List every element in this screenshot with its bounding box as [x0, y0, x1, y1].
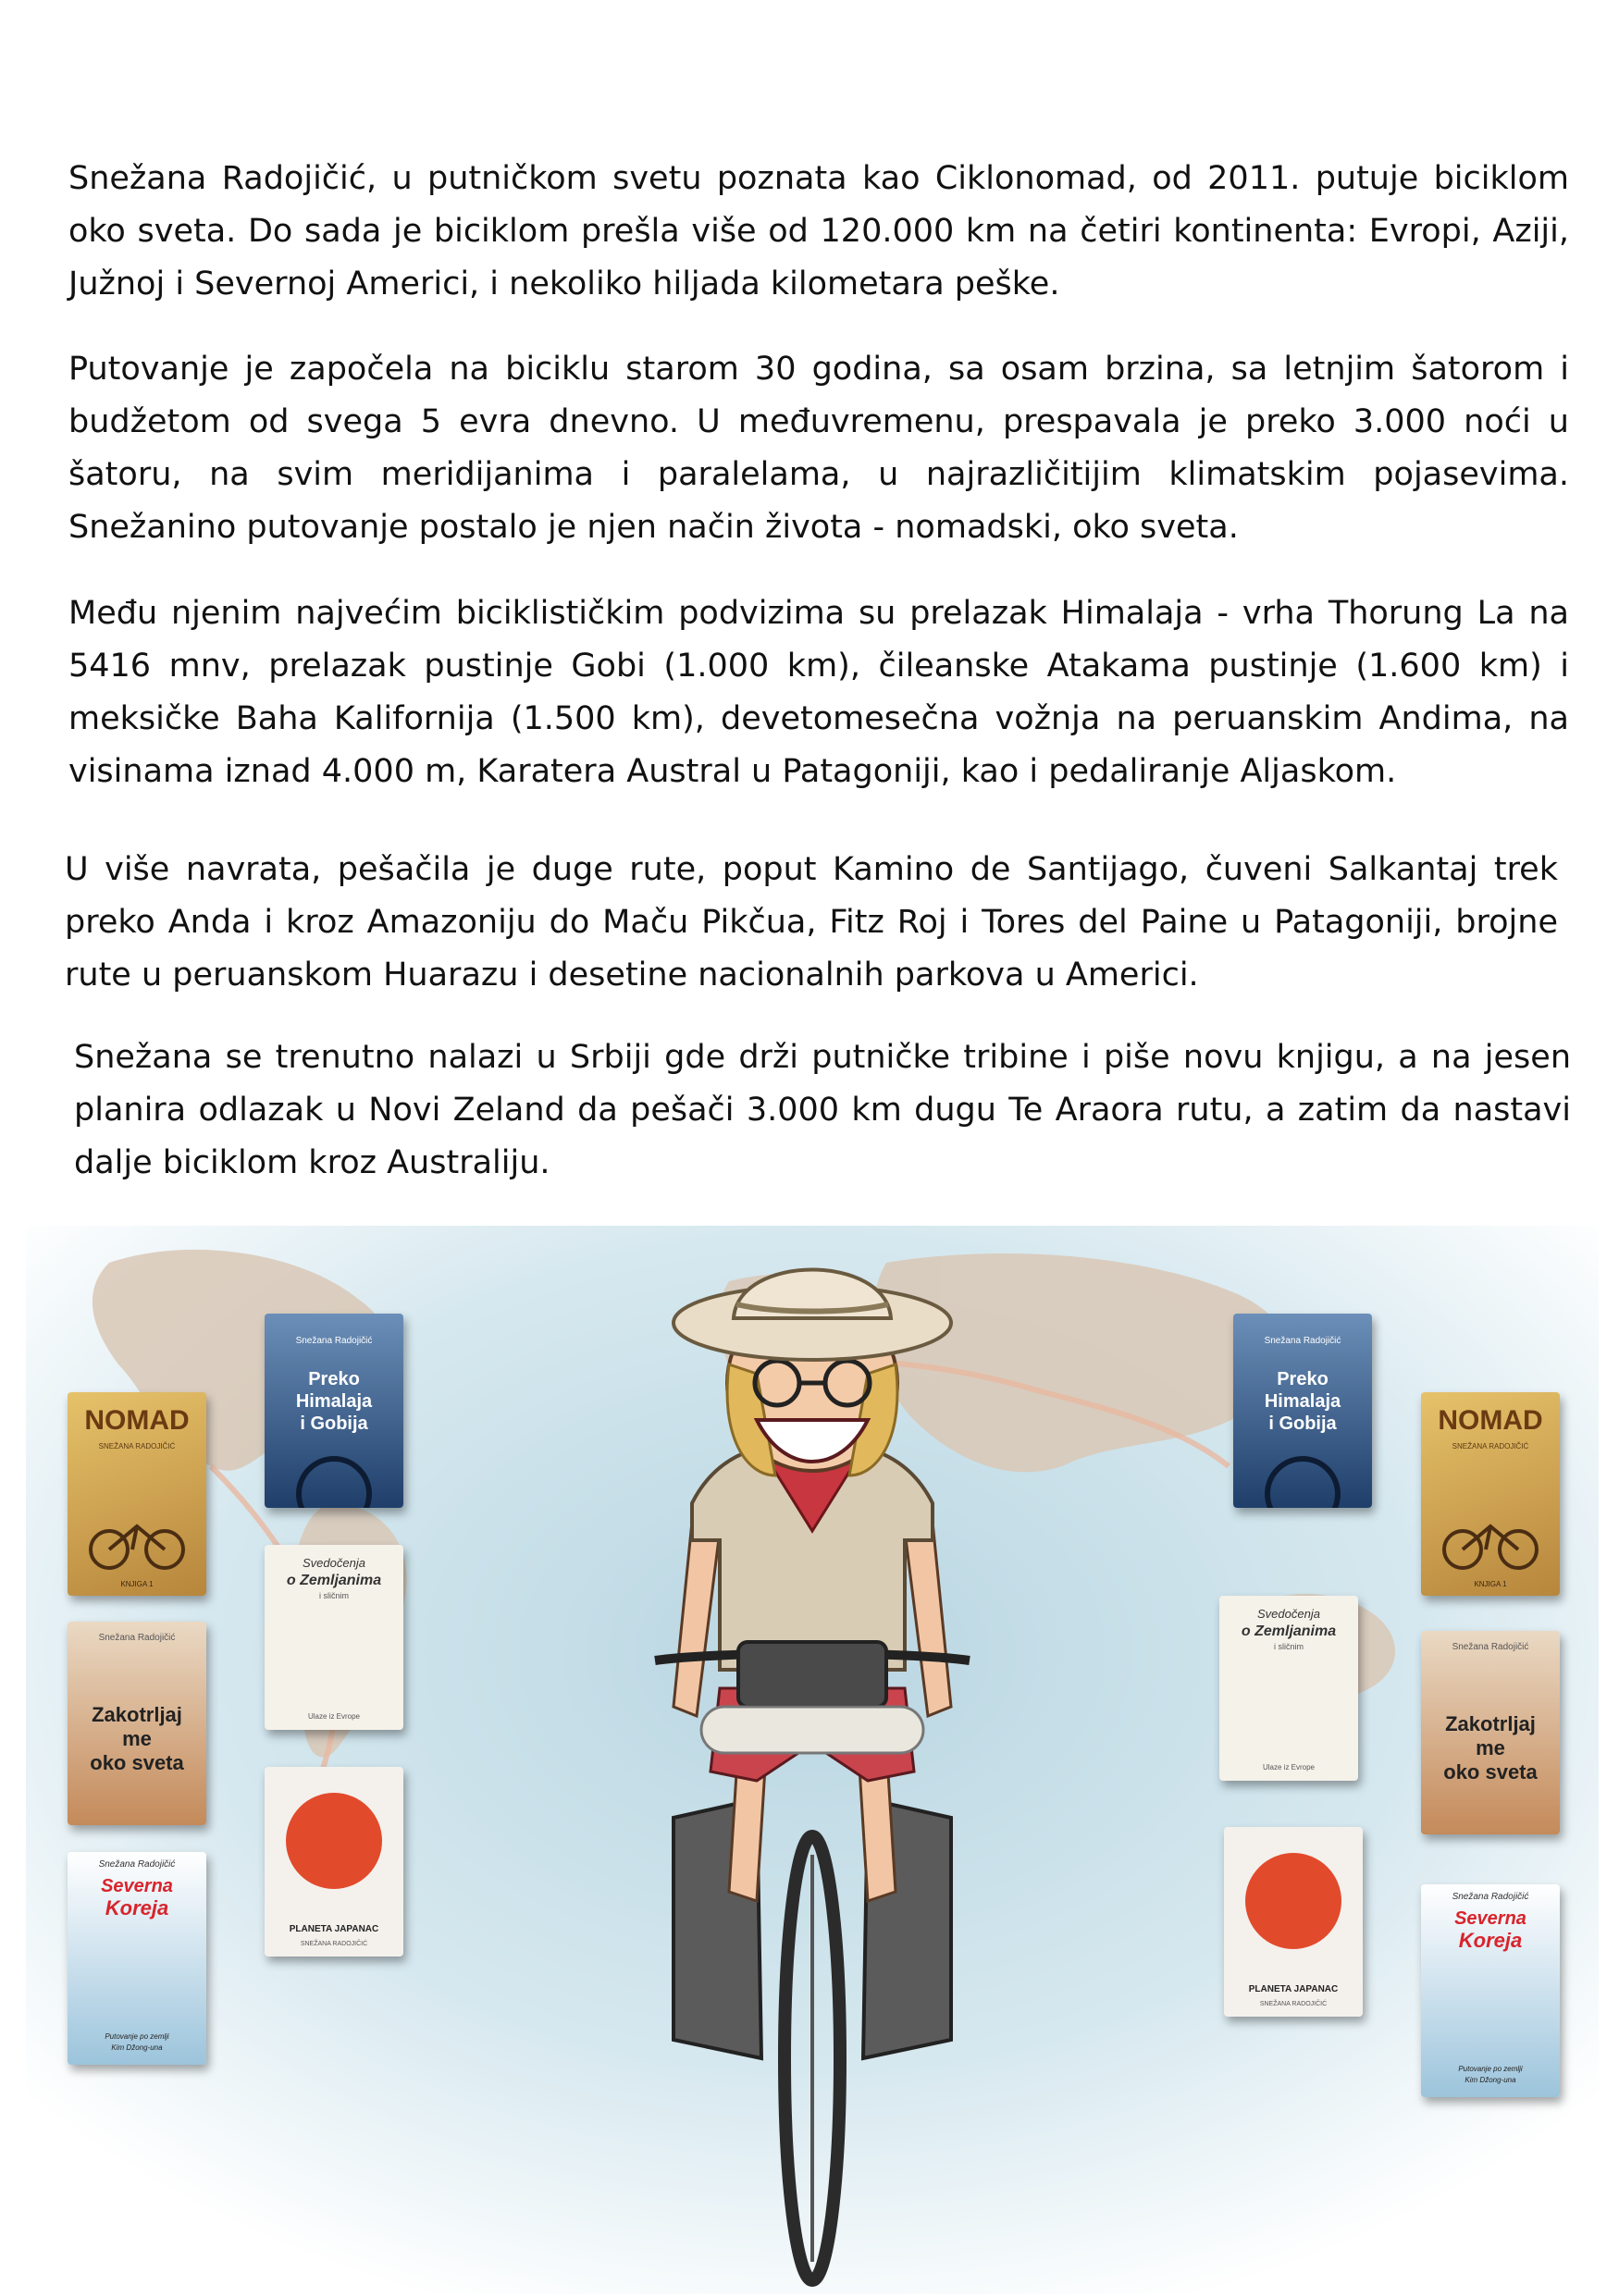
book-title-line: me [1476, 1736, 1505, 1759]
book-title-line: Himalaja [1264, 1391, 1341, 1412]
book-cover-japan [265, 1767, 403, 1957]
book-title-line: Severna [1454, 1908, 1526, 1929]
book-cover-himalaja [265, 1314, 403, 1508]
book-author: Snežana Radojičić [98, 1633, 176, 1643]
book-volume: KNJIGA 1 [120, 1580, 154, 1588]
book-author: SNEŽANA RADOJIČIĆ [1452, 1442, 1529, 1450]
book-title-line: i Gobija [1268, 1413, 1337, 1434]
book-cover-zemljanima [1219, 1596, 1358, 1781]
book-title-line: Svedočenja [1257, 1607, 1320, 1621]
book-cover-himalaja [1233, 1314, 1372, 1508]
book-volume: KNJIGA 1 [1474, 1580, 1507, 1588]
book-title-line: Zakotrljaj [92, 1703, 182, 1726]
book-author: SNEŽANA RADOJIČIĆ [1259, 2001, 1328, 2007]
bio-paragraph-5: Snežana se trenutno nalazi u Srbiji gde drži putničke tribine i piše novu knjigu, a na jesen planira odlazak u Novi Zeland da pešači 3.000 km dugu Te Araora rutu, a zatim da nastavi dalje biciklom kroz Australiju. [74, 1039, 1571, 1181]
wheel-icon [1233, 1448, 1372, 1508]
book-cover-koreja [1421, 1884, 1560, 2097]
book-author: SNEŽANA RADOJIČIĆ [300, 1941, 368, 1947]
book-footer: Ulaze iz Evrope [1262, 1763, 1316, 1771]
book-title-line: Koreja [105, 1896, 169, 1920]
book-author: Snežana Radojičić [1264, 1336, 1341, 1346]
book-title: PLANETA JAPANAC [289, 1924, 379, 1934]
bio-paragraph-1: Snežana Radojičić, u putničkom svetu poznata kao Ciklonomad, od 2011. putuje biciklom oko sveta. Do sada je biciklom prešla više od 120.000 km na četiri kontinenta: Evropi, Aziji, Južnoj i Severnoj Americi, i nekoliko hiljada kilometara peške. [68, 160, 1569, 302]
book-cover-koreja [68, 1852, 206, 2065]
book-cover-zakotrljaj [1421, 1631, 1560, 1834]
book-title-line: oko sveta [90, 1751, 184, 1774]
book-cover-nomad [68, 1392, 206, 1596]
book-author: Snežana Radojičić [98, 1859, 176, 1870]
book-cover-zakotrljaj [68, 1622, 206, 1825]
book-footer: Ulaze iz Evrope [307, 1712, 361, 1721]
book-cover-zemljanima [265, 1545, 403, 1730]
book-subtitle-line: Kim Džong-una [1465, 2076, 1516, 2084]
bio-paragraph-2: Putovanje je započela na biciklu starom 30 godina, sa osam brzina, sa letnjim šatorom i budžetom od svega 5 evra dnevno. U međuvremenu, prespavala je preko 3.000 noći u šatoru, na svim meridijanima i paralelama, u najrazličitijim klimatskim pojasevima. Snežanino putovanje postalo je njen način života - nomadski, oko sveta. [68, 351, 1569, 546]
book-title-line: Preko [308, 1369, 360, 1389]
book-title-line: i Gobija [300, 1413, 368, 1434]
book-cover-nomad [1421, 1392, 1560, 1596]
book-subtitle-line: Kim Džong-una [111, 2043, 163, 2052]
book-title: NOMAD [1438, 1405, 1543, 1436]
book-title-line: Svedočenja [303, 1556, 365, 1570]
red-sun-icon [1224, 1841, 1363, 1970]
book-subtitle-line: Putovanje po zemlji [1458, 2065, 1523, 2073]
bio-paragraph-4: U više navrata, pešačila je duge rute, poput Kamino de Santijago, čuveni Salkantaj trek preko Anda i kroz Amazoniju do Maču Pikčua, Fitz Roj i Tores del Paine u Patagoniji, brojne rute u peruanskom Huarazu i desetine nacionalnih parkova u Americi. [65, 851, 1558, 994]
wheel-icon [265, 1448, 403, 1508]
book-title-line: me [122, 1727, 152, 1750]
bicycle-icon [68, 1503, 206, 1577]
book-title: PLANETA JAPANAC [1248, 1984, 1339, 1994]
book-cover-japan [1224, 1827, 1363, 2017]
book-title-line: Preko [1277, 1369, 1329, 1389]
book-subtitle-line: Putovanje po zemlji [105, 2032, 169, 2041]
book-author: Snežana Radojičić [295, 1336, 373, 1346]
book-title-line: Severna [101, 1876, 173, 1896]
book-title: NOMAD [84, 1405, 190, 1436]
cyclist-illustration [26, 1226, 1599, 2294]
book-author: SNEŽANA RADOJIČIĆ [98, 1442, 176, 1450]
book-title-line: o Zemljanima [286, 1573, 382, 1588]
cyclist-caricature [535, 1226, 1090, 2294]
book-author: Snežana Radojičić [1452, 1642, 1529, 1652]
red-sun-icon [265, 1781, 403, 1910]
book-title-line: Himalaja [295, 1391, 373, 1412]
book-title-line: i sličnim [318, 1591, 349, 1600]
book-author: Snežana Radojičić [1452, 1892, 1529, 1902]
book-title-line: o Zemljanima [1241, 1623, 1337, 1639]
bicycle-icon [1421, 1503, 1560, 1577]
book-title-line: Zakotrljaj [1445, 1712, 1536, 1735]
book-title-line: oko sveta [1443, 1760, 1538, 1784]
book-title-line: Koreja [1458, 1929, 1523, 1952]
bio-paragraph-3: Među njenim najvećim biciklističkim podvizima su prelazak Himalaja - vrha Thorung La na 5416 mnv, prelazak pustinje Gobi (1.000 km), čileanske Atakama pustinje (1.600 km) i meksičke Baha Kalifornija (1.500 km), devetomesečna vožnja na peruanskim Andima, na visinama iznad 4.000 m, Karatera Austral u Patagoniji, kao i pedaliranje Aljaskom. [68, 595, 1569, 790]
book-title-line: i sličnim [1273, 1642, 1304, 1651]
